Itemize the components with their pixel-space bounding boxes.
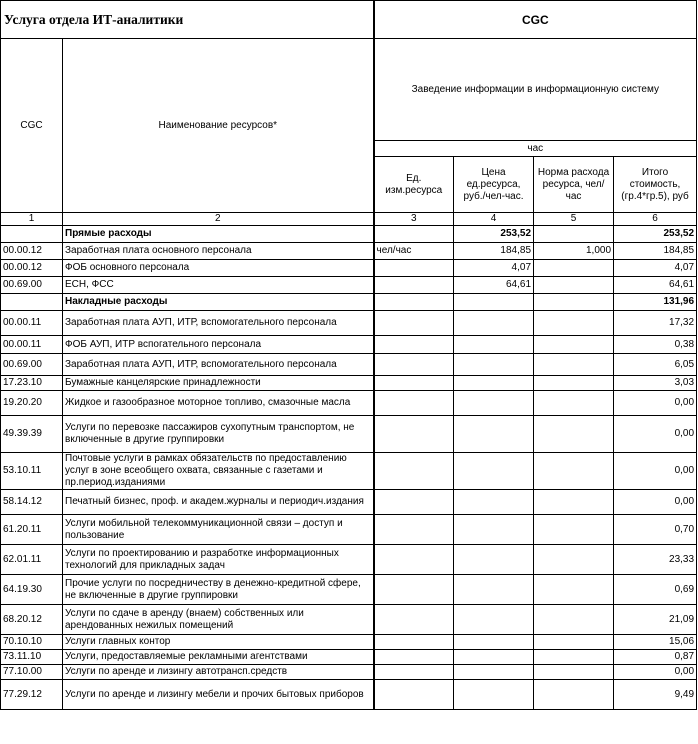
row-code: 77.29.12: [1, 680, 63, 710]
row-unit: [374, 226, 454, 243]
row-code: 68.20.12: [1, 605, 63, 635]
row-unit: чел/час: [374, 243, 454, 260]
row-norm: [534, 391, 614, 416]
row-code: 62.01.11: [1, 545, 63, 575]
row-price: [454, 336, 534, 354]
row-total: 21,09: [614, 605, 697, 635]
col-number: 1: [1, 213, 63, 226]
col-number: 3: [374, 213, 454, 226]
row-price: [454, 354, 534, 376]
table-row: [1, 635, 697, 650]
row-unit: [374, 294, 454, 311]
row-name: Заработная плата АУП, ИТР, вспомогательного персонала: [63, 311, 374, 336]
row-norm: [534, 376, 614, 391]
table-row: [1, 453, 697, 490]
row-total: 6,05: [614, 354, 697, 376]
table-row: [1, 243, 697, 260]
row-norm: [534, 545, 614, 575]
row-total: 64,61: [614, 277, 697, 294]
row-price: [454, 665, 534, 680]
row-norm: [534, 416, 614, 453]
row-unit: [374, 665, 454, 680]
row-price: [454, 680, 534, 710]
row-price: [454, 635, 534, 650]
table-row: [1, 545, 697, 575]
row-price: [454, 605, 534, 635]
row-unit: [374, 311, 454, 336]
row-unit: [374, 453, 454, 490]
table-row: [1, 376, 697, 391]
table-row: [1, 650, 697, 665]
row-name: Накладные расходы: [63, 294, 374, 311]
row-unit: [374, 680, 454, 710]
row-price: 184,85: [454, 243, 534, 260]
row-price: [454, 545, 534, 575]
row-price: 64,61: [454, 277, 534, 294]
row-total: 0,38: [614, 336, 697, 354]
row-norm: [534, 605, 614, 635]
row-code: 00.00.11: [1, 336, 63, 354]
table-row: [1, 391, 697, 416]
row-price: [454, 376, 534, 391]
row-norm: [534, 311, 614, 336]
row-name: ЕСН, ФСС: [63, 277, 374, 294]
row-name: Печатный бизнес, проф. и академ.журналы и периодич.издания: [63, 490, 374, 515]
row-code: 64.19.30: [1, 575, 63, 605]
row-code: 61.20.11: [1, 515, 63, 545]
col-number: 5: [534, 213, 614, 226]
col-header-name: Наименование ресурсов*: [63, 39, 374, 213]
row-total: 0,00: [614, 490, 697, 515]
row-code: 00.00.12: [1, 243, 63, 260]
col-header-total: Итого стоимость, (гр.4*гр.5), руб: [614, 157, 697, 213]
row-price: [454, 575, 534, 605]
row-name: Прочие услуги по посредничеству в денежно-кредитной сфере, не включенные в другие группировки: [63, 575, 374, 605]
row-total: 23,33: [614, 545, 697, 575]
row-norm: [534, 453, 614, 490]
row-unit: [374, 575, 454, 605]
row-name: Услуги по проектированию и разработке информационных технологий для прикладных задач: [63, 545, 374, 575]
row-name: Бумажные канцелярские принадлежности: [63, 376, 374, 391]
row-price: [454, 453, 534, 490]
row-total: 0,69: [614, 575, 697, 605]
row-total: 4,07: [614, 260, 697, 277]
row-total: 3,03: [614, 376, 697, 391]
col-number-row: [1, 213, 697, 226]
row-code: 17.23.10: [1, 376, 63, 391]
row-code: 19.20.20: [1, 391, 63, 416]
row-name: Жидкое и газообразное моторное топливо, смазочные масла: [63, 391, 374, 416]
table-row: [1, 680, 697, 710]
row-name: Почтовые услуги в рамках обязательств по предоставлению услуг в зоне всеобщего охвата, связанные с газетами и пр.период.изданиями: [63, 453, 374, 490]
row-name: Услуги по перевозке пассажиров сухопутным транспортом, не включенные в другие группировки: [63, 416, 374, 453]
row-code: 58.14.12: [1, 490, 63, 515]
row-unit: [374, 605, 454, 635]
row-code: 00.00.12: [1, 260, 63, 277]
row-name: Заработная плата АУП, ИТР, вспомогательного персонала: [63, 354, 374, 376]
row-name: Прямые расходы: [63, 226, 374, 243]
row-norm: [534, 260, 614, 277]
row-name: Заработная плата основного персонала: [63, 243, 374, 260]
row-name: Услуги по аренде и лизингу мебели и прочих бытовых приборов: [63, 680, 374, 710]
col-number: 4: [454, 213, 534, 226]
table-row: [1, 277, 697, 294]
row-code: [1, 226, 63, 243]
row-price: [454, 515, 534, 545]
row-price: [454, 391, 534, 416]
row-price: 4,07: [454, 260, 534, 277]
row-name: ФОБ основного персонала: [63, 260, 374, 277]
row-code: 77.10.00: [1, 665, 63, 680]
row-unit: [374, 260, 454, 277]
row-total: 17,32: [614, 311, 697, 336]
row-unit: [374, 376, 454, 391]
row-unit: [374, 635, 454, 650]
col-header-norm: Норма расхода ресурса, чел/час: [534, 157, 614, 213]
row-norm: [534, 680, 614, 710]
table-row: [1, 260, 697, 277]
row-name: ФОБ АУП, ИТР вспогательного персонала: [63, 336, 374, 354]
table-row: [1, 416, 697, 453]
table-row: [1, 294, 697, 311]
row-name: Услуги главных контор: [63, 635, 374, 650]
col-header-price: Цена ед.ресурса, руб./чел-час.: [454, 157, 534, 213]
row-total: 184,85: [614, 243, 697, 260]
table-row: [1, 575, 697, 605]
col-header-cgc: CGC: [1, 39, 63, 213]
row-code: 70.10.10: [1, 635, 63, 650]
row-unit: [374, 650, 454, 665]
row-unit: [374, 490, 454, 515]
row-price: [454, 490, 534, 515]
row-total: 0,00: [614, 391, 697, 416]
row-code: 53.10.11: [1, 453, 63, 490]
table-row: [1, 665, 697, 680]
row-price: [454, 650, 534, 665]
table-row: [1, 605, 697, 635]
table-row: [1, 311, 697, 336]
row-norm: 1,000: [534, 243, 614, 260]
row-price: 253,52: [454, 226, 534, 243]
row-code: 49.39.39: [1, 416, 63, 453]
row-norm: [534, 665, 614, 680]
row-name: Услуги по сдаче в аренду (внаем) собственных или арендованных нежилых помещений: [63, 605, 374, 635]
row-price: [454, 311, 534, 336]
table-title: Услуга отдела ИТ-аналитики: [1, 1, 374, 39]
row-name: Услуги, предоставляемые рекламными агентствами: [63, 650, 374, 665]
row-total: 0,00: [614, 453, 697, 490]
row-unit: [374, 515, 454, 545]
row-name: Услуги мобильной телекоммуникационной связи – доступ и пользование: [63, 515, 374, 545]
row-code: 00.69.00: [1, 354, 63, 376]
row-norm: [534, 575, 614, 605]
row-norm: [534, 490, 614, 515]
row-norm: [534, 294, 614, 311]
col-header-group: Заведение информации в информационную систему: [374, 39, 697, 141]
row-unit: [374, 391, 454, 416]
col-number: 6: [614, 213, 697, 226]
row-total: 0,00: [614, 665, 697, 680]
row-norm: [534, 226, 614, 243]
col-header-unit-hour: час: [374, 141, 697, 157]
row-price: [454, 416, 534, 453]
table-row: [1, 354, 697, 376]
row-unit: [374, 277, 454, 294]
row-code: 00.00.11: [1, 311, 63, 336]
row-unit: [374, 336, 454, 354]
row-norm: [534, 354, 614, 376]
table-row: [1, 226, 697, 243]
row-norm: [534, 650, 614, 665]
row-total: 15,06: [614, 635, 697, 650]
table-row: [1, 336, 697, 354]
row-norm: [534, 515, 614, 545]
row-code: 00.69.00: [1, 277, 63, 294]
row-unit: [374, 545, 454, 575]
row-unit: [374, 354, 454, 376]
row-total: 253,52: [614, 226, 697, 243]
row-total: 0,00: [614, 416, 697, 453]
row-unit: [374, 416, 454, 453]
row-code: 73.11.10: [1, 650, 63, 665]
row-norm: [534, 635, 614, 650]
row-total: 9,49: [614, 680, 697, 710]
row-norm: [534, 277, 614, 294]
col-header-unit: Ед. изм.ресурса: [374, 157, 454, 213]
row-total: 0,70: [614, 515, 697, 545]
table-row: [1, 490, 697, 515]
table-row: [1, 515, 697, 545]
row-total: 131,96: [614, 294, 697, 311]
row-code: [1, 294, 63, 311]
row-price: [454, 294, 534, 311]
cgc-header: CGC: [374, 1, 697, 39]
col-number: 2: [63, 213, 374, 226]
row-total: 0,87: [614, 650, 697, 665]
row-name: Услуги по аренде и лизингу автотрансп.средств: [63, 665, 374, 680]
row-norm: [534, 336, 614, 354]
